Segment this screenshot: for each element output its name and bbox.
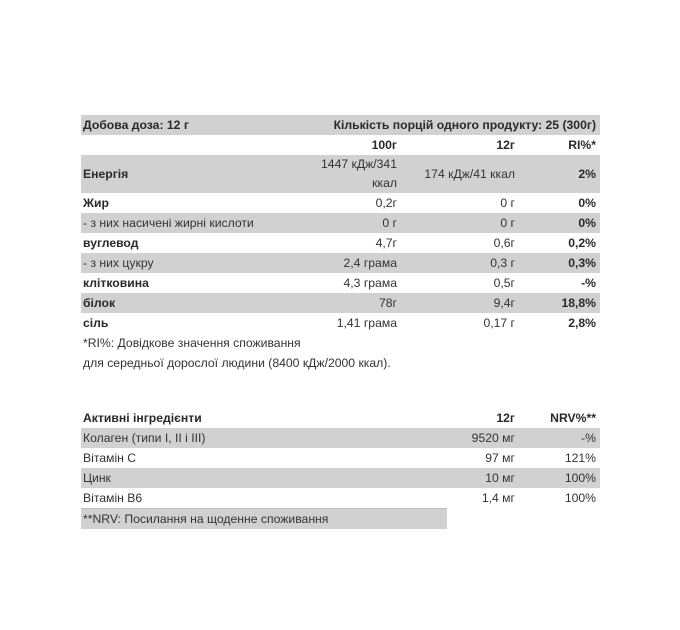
nutrient-name: - з них насичені жирні кислоти (83, 216, 254, 230)
nutrient-name: вуглевод (83, 236, 139, 250)
section-spacer (81, 373, 600, 394)
ri-note-line2: для середньої дорослої людини (8400 кДж/2000 ккал). (83, 356, 391, 370)
nutrient-name: - з них цукру (83, 256, 154, 270)
column-per-100g: 100г (371, 138, 397, 152)
ingredients-title: Активні інгредієнти (83, 411, 202, 425)
column-nrv: NRV%** (550, 411, 596, 425)
section-spacer (81, 394, 600, 408)
daily-dose-label: Добова доза: 12 г (83, 118, 189, 132)
ingredient-nrv: -% (581, 431, 596, 445)
nutrition-row-saturated-fat (81, 213, 600, 233)
nutrient-name: білок (83, 296, 116, 310)
value-per-100g: 1,41 грама (336, 316, 397, 330)
value-per-12g: 9,4г (493, 296, 515, 310)
nutrition-row-salt (81, 313, 600, 333)
value-ri: -% (581, 276, 596, 290)
nutrition-row-protein (81, 293, 600, 313)
value-per-12g: 174 кДж/41 ккал (424, 167, 515, 181)
ingredient-amount: 97 мг (485, 451, 515, 465)
nutrition-row-sugars (81, 253, 600, 273)
value-ri: 0% (578, 216, 596, 230)
value-ri: 18,8% (561, 296, 596, 310)
nutrient-name: Енергія (83, 167, 129, 181)
nrv-footnote (81, 508, 447, 529)
value-per-100g: 0 г (382, 216, 397, 230)
value-per-12g: 0,6г (493, 236, 515, 250)
value-per-12g: 0,3 г (490, 256, 515, 270)
ingredient-row-vitamin-b6 (81, 488, 600, 508)
value-per-100g: 0,2г (375, 196, 397, 210)
value-per-12g: 0 г (500, 216, 515, 230)
ingredient-amount: 9520 мг (471, 431, 515, 445)
value-per-100g: 2,4 грама (343, 256, 397, 270)
ingredient-amount: 10 мг (485, 471, 515, 485)
value-per-100g: 4,3 грама (343, 276, 397, 290)
ingredient-amount: 1,4 мг (481, 491, 515, 505)
nutrition-row-fibre (81, 273, 600, 293)
ingredient-nrv: 100% (564, 491, 596, 505)
nutrition-panel (81, 115, 600, 529)
ingredient-row-vitamin-c (81, 448, 600, 468)
servings-label: Кількість порцій одного продукту: 25 (300г) (333, 118, 596, 132)
value-per-12g: 0 г (500, 196, 515, 210)
column-per-12g: 12г (496, 138, 515, 152)
ingredient-name: Цинк (83, 471, 111, 485)
ingredient-name: Вітамін B6 (83, 491, 143, 505)
ingredient-row-zinc (81, 468, 600, 488)
value-ri: 0,2% (568, 236, 596, 250)
value-per-12g: 0,17 г (483, 316, 515, 330)
ri-note-line1: *RI%: Довідкове значення споживання (83, 336, 301, 350)
value-ri: 0,3% (568, 256, 596, 270)
ingredient-nrv: 121% (564, 451, 596, 465)
nutrition-row-carbohydrate (81, 233, 600, 253)
column-ri: RI%* (568, 138, 596, 152)
nutrition-header-row (81, 115, 600, 135)
nutrient-name: клітковина (83, 276, 149, 290)
value-per-100g: 78г (378, 296, 397, 310)
value-per-12g: 0,5г (493, 276, 515, 290)
nutrition-row-fat (81, 193, 600, 213)
value-per-100g: 1447 кДж/341 ккал (321, 157, 397, 190)
ingredient-row-collagen (81, 428, 600, 448)
nrv-footnote-text: **NRV: Посилання на щоденне споживання (83, 512, 329, 526)
value-per-100g: 4,7г (375, 236, 397, 250)
ingredient-name: Колаген (типи I, II і III) (83, 431, 206, 445)
ingredient-name: Вітамін С (83, 451, 137, 465)
nutrient-name: Жир (83, 196, 109, 210)
value-ri: 2,8% (568, 316, 596, 330)
nutrition-columns-row (81, 135, 600, 155)
nutrition-row-energy (81, 155, 600, 193)
value-ri: 2% (578, 167, 596, 181)
ingredient-nrv: 100% (564, 471, 596, 485)
nutrient-name: сіль (83, 316, 109, 330)
ingredients-header-row (81, 408, 600, 428)
value-ri: 0% (578, 196, 596, 210)
column-amount: 12г (496, 411, 515, 425)
